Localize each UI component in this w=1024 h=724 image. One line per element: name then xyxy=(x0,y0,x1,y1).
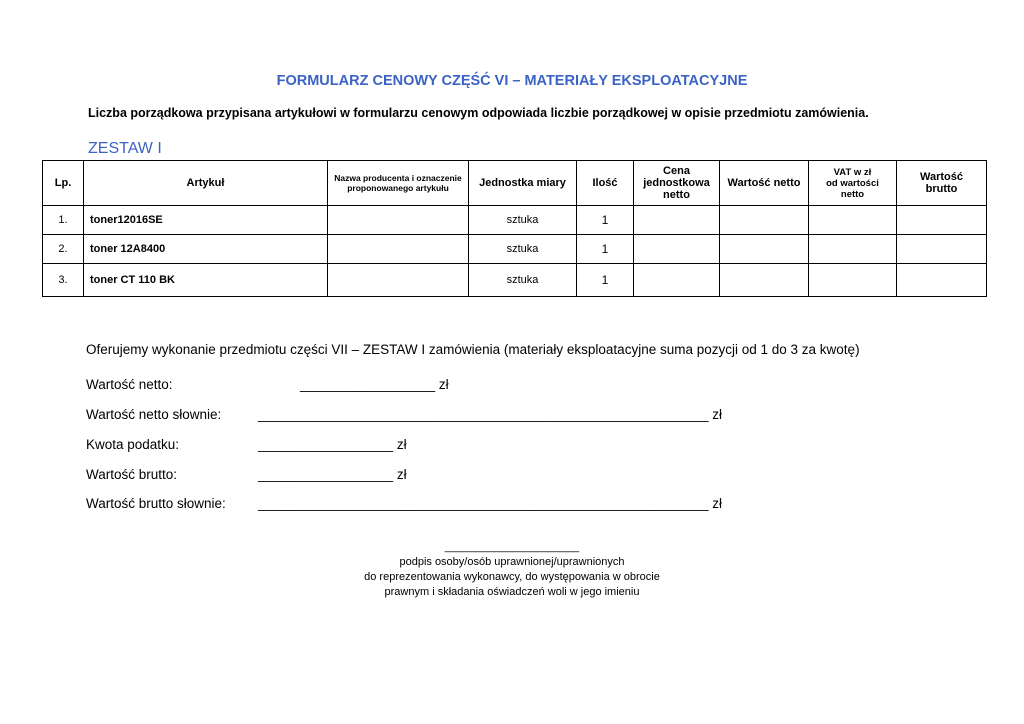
cell-unit-price[interactable] xyxy=(634,235,720,264)
cell-net-value[interactable] xyxy=(720,264,809,297)
header-quantity: Ilość xyxy=(577,161,634,206)
signature-text-2: do reprezentowania wykonawcy, do występowania w obrocie xyxy=(364,571,660,583)
header-unit: Jednostka miary xyxy=(469,161,577,206)
header-unit-price-line2: jednostkowa xyxy=(643,177,710,189)
cell-gross[interactable] xyxy=(897,264,987,297)
signature-text-3: prawnym i składania oświadczeń woli w jego imieniu xyxy=(384,586,640,598)
header-vat xyxy=(809,161,897,206)
cell-quantity: 1 xyxy=(577,206,634,235)
table-header-row xyxy=(43,161,987,206)
cell-lp: 3. xyxy=(43,264,84,297)
cell-producer[interactable] xyxy=(328,235,469,264)
cell-article: toner12016SE xyxy=(84,206,328,235)
header-gross-line2: brutto xyxy=(925,183,958,195)
tax-amount-blank[interactable]: __________________ zł xyxy=(258,437,407,452)
cell-article: toner CT 110 BK xyxy=(84,264,328,297)
gross-value-words-label: Wartość brutto słownie: xyxy=(86,496,226,511)
cell-vat[interactable] xyxy=(809,264,897,297)
set-heading: ZESTAW I xyxy=(88,140,162,157)
gross-value-label: Wartość brutto: xyxy=(86,467,178,482)
document-subtitle: Liczba porządkowa przypisana artykułowi w formularzu cenowym odpowiada liczbie porządkowej w opisie przedmiotu zamówienia. xyxy=(88,106,869,120)
table-row xyxy=(43,206,987,235)
cell-vat[interactable] xyxy=(809,235,897,264)
offer-text: Oferujemy wykonanie przedmiotu części VII – ZESTAW I zamówienia (materiały eksploatacyjne suma pozycji od 1 do 3 za kwotę) xyxy=(86,342,860,357)
cell-net-value[interactable] xyxy=(720,235,809,264)
gross-value-words-field xyxy=(86,496,722,511)
gross-value-field xyxy=(86,467,407,482)
cell-unit-price[interactable] xyxy=(634,264,720,297)
header-vat-line2: od wartości xyxy=(826,177,879,189)
cell-lp: 1. xyxy=(43,206,84,235)
header-net-value: Wartość netto xyxy=(720,161,809,206)
net-value-field xyxy=(86,377,449,392)
gross-value-words-blank[interactable]: ____________________________________________________________ zł xyxy=(258,496,722,511)
cell-net-value[interactable] xyxy=(720,206,809,235)
cell-vat[interactable] xyxy=(809,206,897,235)
signature-block xyxy=(0,540,1024,600)
signature-text-1: podpis osoby/osób uprawnionej/uprawnionych xyxy=(399,556,625,568)
tax-amount-label: Kwota podatku: xyxy=(86,437,180,452)
header-lp: Lp. xyxy=(43,161,84,206)
cell-producer[interactable] xyxy=(328,264,469,297)
header-unit-price xyxy=(634,161,720,206)
header-gross-line1: Wartość xyxy=(920,171,963,183)
net-value-label: Wartość netto: xyxy=(86,377,173,392)
net-value-blank[interactable]: __________________ zł xyxy=(300,377,449,392)
cell-producer[interactable] xyxy=(328,206,469,235)
table-row xyxy=(43,264,987,297)
cell-lp: 2. xyxy=(43,235,84,264)
header-vat-line3: netto xyxy=(840,188,865,200)
header-unit-price-line3: netto xyxy=(663,189,690,201)
cell-unit: sztuka xyxy=(469,206,577,235)
header-producer-line2: proponowanego artykułu xyxy=(347,183,449,193)
cell-unit-price[interactable] xyxy=(634,206,720,235)
cell-gross[interactable] xyxy=(897,235,987,264)
table-row xyxy=(43,235,987,264)
net-value-words-label: Wartość netto słownie: xyxy=(86,407,222,422)
cell-gross[interactable] xyxy=(897,206,987,235)
tax-amount-field xyxy=(86,437,407,452)
header-vat-line1: VAT w zł xyxy=(833,166,872,178)
cell-article: toner 12A8400 xyxy=(84,235,328,264)
price-table xyxy=(42,160,987,297)
header-article: Artykuł xyxy=(84,161,328,206)
cell-unit: sztuka xyxy=(469,264,577,297)
net-value-words-field xyxy=(86,407,722,422)
cell-quantity: 1 xyxy=(577,264,634,297)
net-value-words-blank[interactable]: ____________________________________________________________ zł xyxy=(258,407,722,422)
cell-quantity: 1 xyxy=(577,235,634,264)
document-title: FORMULARZ CENOWY CZĘŚĆ VI – MATERIAŁY EKSPLOATACYJNE xyxy=(276,73,748,89)
header-producer xyxy=(328,161,469,206)
gross-value-blank[interactable]: __________________ zł xyxy=(258,467,407,482)
header-producer-line1: Nazwa producenta i oznaczenie xyxy=(334,173,462,183)
header-unit-price-line1: Cena xyxy=(663,165,690,177)
header-gross xyxy=(897,161,987,206)
cell-unit: sztuka xyxy=(469,235,577,264)
signature-line: ______________________ xyxy=(444,541,580,553)
